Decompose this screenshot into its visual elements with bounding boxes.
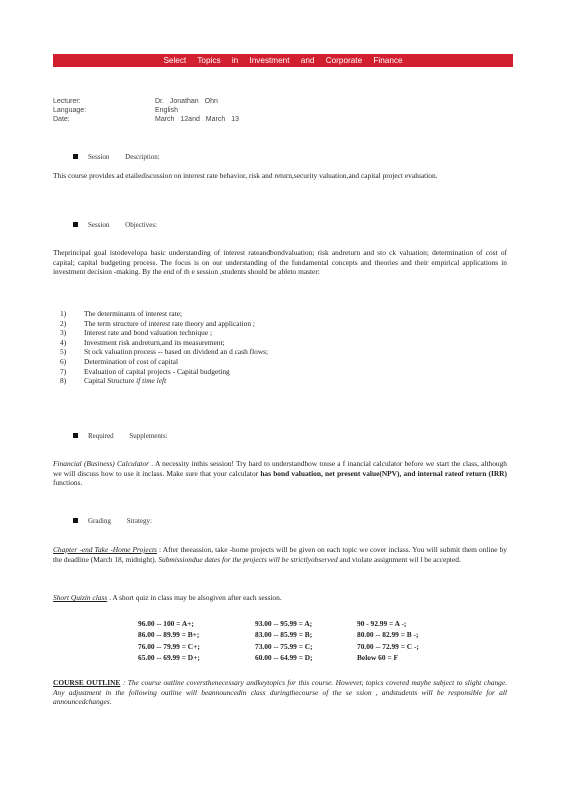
square-bullet-icon — [73, 222, 78, 227]
course-title: Select Topics in Investment and Corporate Finance — [163, 56, 403, 65]
calculator-name: Financial (Business) Calculator — [53, 459, 150, 468]
list-item: 7) Evaluation of capital projects - Capital budgeting — [60, 366, 230, 376]
objectives-text: Theprincipal goal istodevelopa basic understanding of interest rateandbondvaluation; risk andreturn and sto ck valuation; determination of cost of capital; capital budgeting process. The focus is on our understanding of the fundamental concepts and theories and their empirical applications in investment decision -making. By the end of th e session ,students should be ableto master: — [53, 248, 507, 277]
supplements-text: Financial (Business) Calculator . A necessity inthis session! Try hard to understandhow touse a f inancial calculator before we start the class, although we will discuss how to use it inclass. Make sure that your calculator has bond valuation, net present value(NPV), and internal rateof return (IRR) functions. — [53, 459, 507, 488]
grading-projects-text: Chapter -end Take -Home Projects : After theeassion, take -home projects will be given on each topic we cover inclass. You will submit them online by the deadline (March 18, midnight). Submissiondue dates for the projects will be strictlyobserved and violate assignment wil l be accepted. — [53, 545, 507, 564]
grade-row: 76.00 -- 79.99 = C+; 73.00 -- 75.99 = C; 70.00 -- 72.99 = C -; — [138, 641, 419, 651]
list-item: 1) The determinants of interest rate; — [60, 309, 183, 318]
list-item: 3) Interest rate and bond valuation technique ; — [60, 328, 213, 338]
grade-row: 65.00 -- 69.99 = D+; 60.00 -- 64.99 = D; Below 60 = F — [138, 653, 398, 663]
quiz-title: Short Quizin class — [53, 593, 108, 602]
section-heading-objectives: Session Objectives: — [73, 221, 157, 229]
grading-quiz-text: Short Quizin class . A short quiz in class may be alsogiven after each session. — [53, 593, 282, 602]
section-heading-supplements: Required Supplements: — [73, 432, 168, 440]
grade-row: 96.00 -- 100 = A+; 93.00 -- 95.99 = A; 90 - 92.99 = A -; — [138, 619, 407, 628]
meta-value: English — [155, 107, 178, 114]
meta-value: Dr. Jonathan Ohn — [155, 98, 218, 105]
section-heading-description: Session Description: — [73, 153, 160, 161]
course-meta — [53, 97, 313, 124]
grade-row: 86.00 -- 89.99 = B+; 83.00 -- 85.99 = B; 80.00 -- 82.99 = B -; — [138, 630, 419, 640]
meta-date — [53, 115, 313, 124]
description-text: This course provides ad etailediscussion on interest rate behavior, risk and return,security valuation,and capital project evaluation. — [53, 171, 438, 180]
list-item: 5) St ock valuation process -- based on dividend an d cash flows; — [60, 347, 269, 357]
square-bullet-icon — [73, 433, 78, 438]
meta-label: Date: — [53, 116, 70, 123]
list-item-note: if time left — [136, 376, 167, 386]
meta-label: Lecturer: — [53, 98, 81, 105]
meta-value: March 12and March 13 — [155, 116, 239, 123]
meta-lecturer — [53, 97, 313, 106]
course-title-banner — [53, 54, 513, 67]
square-bullet-icon — [73, 518, 78, 523]
section-heading-grading: Grading Strategy: — [73, 517, 152, 525]
grading-scale — [138, 618, 468, 664]
outline-title: COURSE OUTLINE — [53, 678, 121, 687]
list-item: 2) The term structure of interest rate theory and application ; — [60, 318, 255, 328]
objectives-list — [60, 309, 268, 386]
list-item: 8) Capital Structure if time left — [60, 376, 167, 386]
meta-label: Language: — [53, 107, 87, 114]
projects-title: Chapter -end Take -Home Projects — [53, 545, 157, 554]
list-item: 6) Determination of cost of capital — [60, 356, 178, 366]
square-bullet-icon — [73, 154, 78, 159]
list-item: 4) Investment risk andreturn,and its measurement; — [60, 337, 225, 347]
meta-language — [53, 106, 313, 115]
course-outline-text: COURSE OUTLINE : The course outline coversthenecessary andkeytopics for this course. However, topics covered maybe subject to slight change. Any adjustment in the following outline will beannouncedin class duringthecourse of the se ssion , andstudents will be responsible for all announcedchanges. — [53, 678, 507, 707]
